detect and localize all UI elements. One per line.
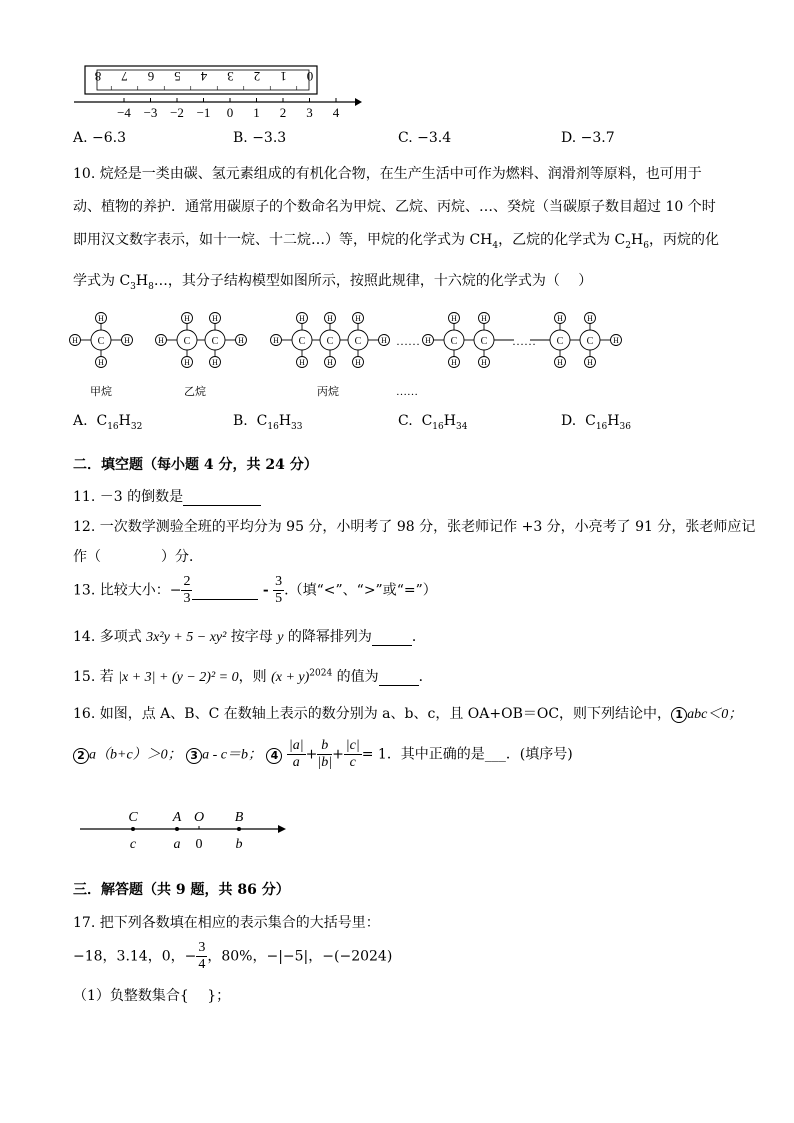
ruler-number-line-figure: [70, 62, 370, 122]
hydrogen-atom-label: H: [98, 314, 104, 323]
carbon-atom-label: C: [480, 336, 488, 347]
ellipsis-1: ……: [396, 334, 420, 348]
q16-number-line: [78, 806, 293, 854]
ruler-label: 5: [174, 69, 181, 84]
q10-line1: 10. 烷烃是一类由碳、氢元素组成的有机化合物，在生产生活中可作为燃料、润滑剂等原料，也可用于: [73, 166, 702, 182]
carbon-atom-label: C: [298, 336, 306, 347]
q10-option-b: B. $C_{16}H_{33}$: [233, 413, 303, 432]
ruler-label: 2: [253, 69, 261, 84]
hydrogen-atom-label: H: [184, 314, 190, 323]
hydrogen-atom-label: H: [327, 358, 333, 367]
hydrogen-atom-label: H: [355, 314, 361, 323]
q9-option-a: A. −6.3: [73, 130, 127, 146]
ruler-label: 1: [280, 69, 287, 84]
hydrogen-atom-label: H: [72, 336, 78, 345]
q16-fraction-a: $\frac{|a|}{a}$: [288, 738, 304, 770]
q16-point: [175, 827, 179, 831]
q17-sub1: （1）负整数集合{ }；: [73, 988, 231, 1004]
q11-blank: [183, 489, 261, 506]
hydrogen-atom-label: H: [587, 358, 593, 367]
q12-line1: 12. 一次数学测验全班的平均分为 95 分，小明考了 98 分，张老师记作 +3 分，小亮考了 91 分，张老师应记: [73, 519, 756, 535]
axis-label: 2: [279, 105, 287, 120]
axis-label: −3: [143, 105, 158, 120]
q11: 11. －3 的倒数是: [73, 486, 261, 506]
hydrogen-atom-label: H: [587, 314, 593, 323]
ethane-label: 乙烷: [184, 386, 206, 398]
carbon-atom-label: C: [556, 336, 564, 347]
q16-point: [237, 827, 241, 831]
axis-label: −1: [196, 105, 211, 120]
hydrogen-atom-label: H: [212, 358, 218, 367]
hydrogen-atom-label: H: [481, 358, 487, 367]
ruler-label: 4: [200, 69, 208, 84]
hydrogen-atom-label: H: [381, 336, 387, 345]
carbon-atom-label: C: [97, 336, 105, 347]
q9-option-b: B. −3.3: [233, 130, 287, 146]
hydrogen-atom-label: H: [451, 358, 457, 367]
q13-fraction-1: $\frac{2}{3}$: [183, 574, 191, 606]
q13: 13. 比较大小：− $\frac{2}{3}$ - $\frac{3}{5}$ .（填“<”、“>”或“=”）: [73, 574, 437, 606]
q14-blank: [372, 629, 412, 646]
carbon-atom-label: C: [450, 336, 458, 347]
q16-top-label: O: [193, 810, 205, 825]
circled-2: 2: [73, 748, 89, 764]
alkane-molecule-figure: [62, 305, 642, 405]
hydrogen-atom-label: H: [184, 358, 190, 367]
circled-4: 4: [266, 748, 282, 764]
q16-top-label: C: [128, 810, 138, 825]
axis-label: 3: [306, 105, 313, 120]
q16-top-label: B: [234, 810, 244, 825]
hydrogen-atom-label: H: [557, 314, 563, 323]
propane-label: 丙烷: [317, 386, 339, 398]
q16-top-label: A: [172, 810, 182, 825]
axis-label: −4: [117, 105, 131, 120]
q12-line2: 作（ ）分．: [73, 549, 203, 565]
carbon-atom-label: C: [354, 336, 362, 347]
q16-bottom-label: a: [173, 837, 181, 852]
circled-3: 3: [186, 748, 202, 764]
q10-line4: 学式为 $C_3H_8\dots$，其分子结构模型如图所示，按照此规律，十六烷的化学式为（ ）: [73, 273, 593, 292]
carbon-atom-label: C: [586, 336, 594, 347]
q16-line1: 16. 如图，点 A、B、C 在数轴上表示的数分别为 a、b、c，且 OA+OB＝OC，则下列结论中， 1 abc＜0；: [73, 706, 743, 722]
q10-line2: 动、植物的养护．通常用碳原子的个数命名为甲烷、乙烷、丙烷、…、癸烷（当碳原子数目超过 10 个时: [73, 199, 716, 215]
q17-line2: −18，3.14，0，− $\frac{3}{4}$ ，80%，−|−5|，−(−2024): [73, 940, 393, 972]
hydrogen-atom-label: H: [238, 336, 244, 345]
ellipsis-2: ……: [512, 334, 536, 348]
hydrogen-atom-label: H: [158, 336, 164, 345]
hydrogen-atom-label: H: [481, 314, 487, 323]
section-3-heading: 三．解答题（共 9 题，共 86 分）: [73, 882, 290, 898]
q10-option-a: A. $C_{16}H_{32}$: [73, 413, 143, 432]
hydrogen-atom-label: H: [124, 336, 130, 345]
q9-option-c: C. −3.4: [398, 130, 452, 146]
q16-line2: 2 a（b+c）＞0； 3 a - c＝b； 4 $\frac{|a|}{a}$ + $\frac{b}{|b|}$ + $\frac{|c|}{c}$ = 1．其中正确的是___．(填序号): [73, 738, 573, 771]
carbon-atom-label: C: [326, 336, 334, 347]
ruler-label: 7: [121, 69, 128, 84]
q15: 15. 若 |x + 3| + (y − 2)² = 0，则 $(x + y)^{2024}$ 的值为 ．: [73, 668, 433, 685]
carbon-atom-label: C: [211, 336, 219, 347]
q17-line1: 17. 把下列各数填在相应的表示集合的大括号里：: [73, 915, 380, 931]
axis-label: −2: [170, 105, 184, 120]
circled-1: 1: [671, 707, 687, 723]
q9-option-d: D. −3.7: [561, 130, 615, 146]
hydrogen-atom-label: H: [299, 358, 305, 367]
q10-option-c: C. $C_{16}H_{34}$: [398, 413, 468, 432]
hydrogen-atom-label: H: [273, 336, 279, 345]
q10-line3: 即用汉文数字表示，如十一烷、十二烷…）等，甲烷的化学式为 $CH_4$，乙烷的化学式为 $C_2H_6$，丙烷的化: [73, 232, 719, 251]
hydrogen-atom-label: H: [425, 336, 431, 345]
hydrogen-atom-label: H: [98, 358, 104, 367]
q16-arrow: [278, 825, 286, 833]
q13-fraction-2: $\frac{3}{5}$: [275, 574, 283, 606]
hydrogen-atom-label: H: [451, 314, 457, 323]
axis-label: 4: [332, 105, 340, 120]
ruler-label: 8: [94, 69, 102, 84]
q16-bottom-label: c: [129, 837, 137, 852]
ruler-label: 6: [147, 69, 155, 84]
q16-point: [131, 827, 135, 831]
axis-label: 1: [253, 105, 260, 120]
number-line-arrow: [355, 98, 362, 106]
ellipsis-label: ……: [396, 386, 418, 398]
hydrogen-atom-label: H: [327, 314, 333, 323]
methane-label: 甲烷: [90, 386, 112, 398]
q13-blank: [192, 583, 258, 600]
q14: 14. 多项式 3x²y + 5 − xy² 按字母 y 的降幂排列为 ．: [73, 629, 426, 645]
q17-fraction: $\frac{3}{4}$: [198, 940, 206, 972]
q16-fraction-b: $\frac{b}{|b|}$: [317, 738, 333, 770]
hydrogen-atom-label: H: [212, 314, 218, 323]
carbon-atom-label: C: [183, 336, 191, 347]
section-2-heading: 二．填空题（每小题 4 分，共 24 分）: [73, 457, 318, 473]
ruler-label: 3: [227, 69, 234, 84]
q16-bottom-label: b: [235, 837, 243, 852]
hydrogen-atom-label: H: [613, 336, 619, 345]
q15-blank: [379, 669, 419, 686]
axis-label: 0: [226, 105, 234, 120]
q16-bottom-label: 0: [195, 837, 203, 852]
ruler-label: 0: [306, 69, 314, 84]
q16-fraction-c: $\frac{|c|}{c}$: [345, 738, 360, 770]
hydrogen-atom-label: H: [355, 358, 361, 367]
hydrogen-atom-label: H: [557, 358, 563, 367]
q10-option-d: D. $C_{16}H_{36}$: [561, 413, 631, 432]
hydrogen-atom-label: H: [299, 314, 305, 323]
